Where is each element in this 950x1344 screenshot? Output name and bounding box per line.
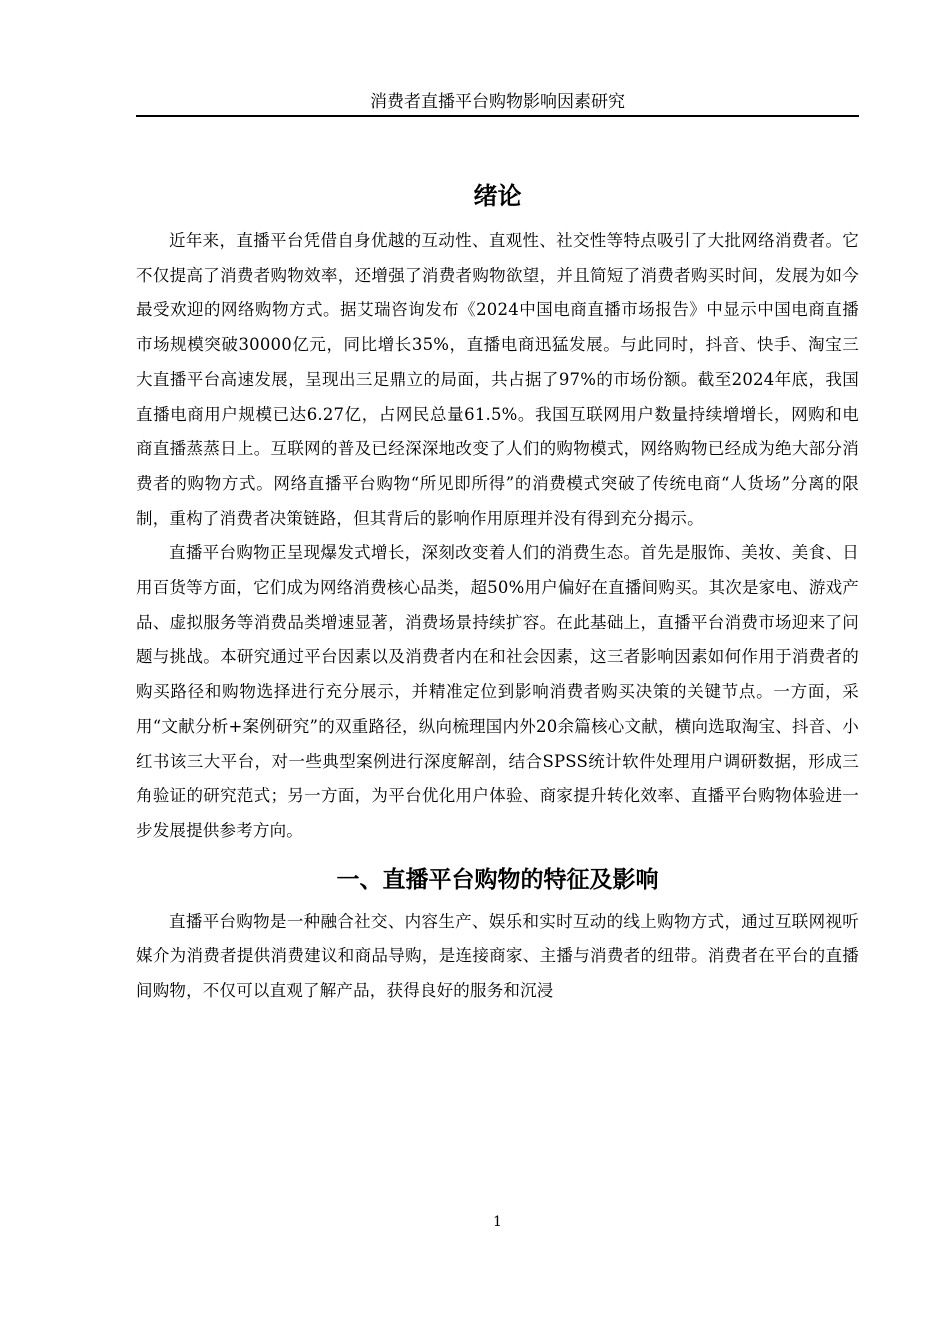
page-number: 1 [493, 1214, 502, 1230]
header-rule [136, 115, 859, 117]
intro-paragraph-2: 直播平台购物正呈现爆发式增长，深刻改变着人们的消费生态。首先是服饰、美妆、美食、日用百货等方面，它们成为网络消费核心品类，超50%用户偏好在直播间购买。其次是家电、游戏产品、虚拟服务等消费品类增速显著，消费场景持续扩容。在此基础上，直播平台消费市场迎来了问题与挑战。本研究通过平台因素以及消费者内在和社会因素，这三者影响因素如何作用于消费者的购买路径和购物选择进行充分展示，并精准定位到影响消费者购买决策的关键节点。一方面，采用“文献分析+案例研究”的双重路径，纵向梳理国内外20余篇核心文献，横向选取淘宝、抖音、小红书该三大平台，对一些典型案例进行深度解剖，结合SPSS统计软件处理用户调研数据，形成三角验证的研究范式；另一方面，为平台优化用户体验、商家提升转化效率、直播平台购物体验进一步发展提供参考方向。 [136, 543, 859, 840]
running-header: 消费者直播平台购物影响因素研究 [370, 92, 625, 112]
intro-paragraph-1: 近年来，直播平台凭借自身优越的互动性、直观性、社交性等特点吸引了大批网络消费者。它不仅提高了消费者购物效率，还增强了消费者购物欲望，并且简短了消费者购买时间，发展为如今最受欢迎的网络购物方式。据艾瑞咨询发布《2024中国电商直播市场报告》中显示中国电商直播市场规模突破30000亿元，同比增长35%，直播电商迅猛发展。与此同时，抖音、快手、淘宝三大直播平台高速发展，呈现出三足鼎立的局面，共占据了97%的市场份额。截至2024年底，我国直播电商用户规模已达6.27亿，占网民总量61.5%。我国互联网用户数量持续增增长，网购和电商直播蒸蒸日上。互联网的普及已经深深地改变了人们的购物模式，网络购物已经成为绝大部分消费者的购物方式。网络直播平台购物“所见即所得”的消费模式突破了传统电商“人货场”分离的限制，重构了消费者决策链路，但其背后的影响作用原理并没有得到充分揭示。 [136, 231, 859, 528]
section-title-intro: 绪论 [473, 182, 522, 210]
chapter1-paragraph-1: 直播平台购物是一种融合社交、内容生产、娱乐和实时互动的线上购物方式，通过互联网视听媒介为消费者提供消费建议和商品导购，是连接商家、主播与消费者的纽带。消费者在平台的直播间购物，不仅可以直观了解产品，获得良好的服务和沉浸 [136, 911, 859, 1001]
chapter-title-1: 一、直播平台购物的特征及影响 [336, 866, 659, 893]
page-content [136, 176, 859, 1009]
